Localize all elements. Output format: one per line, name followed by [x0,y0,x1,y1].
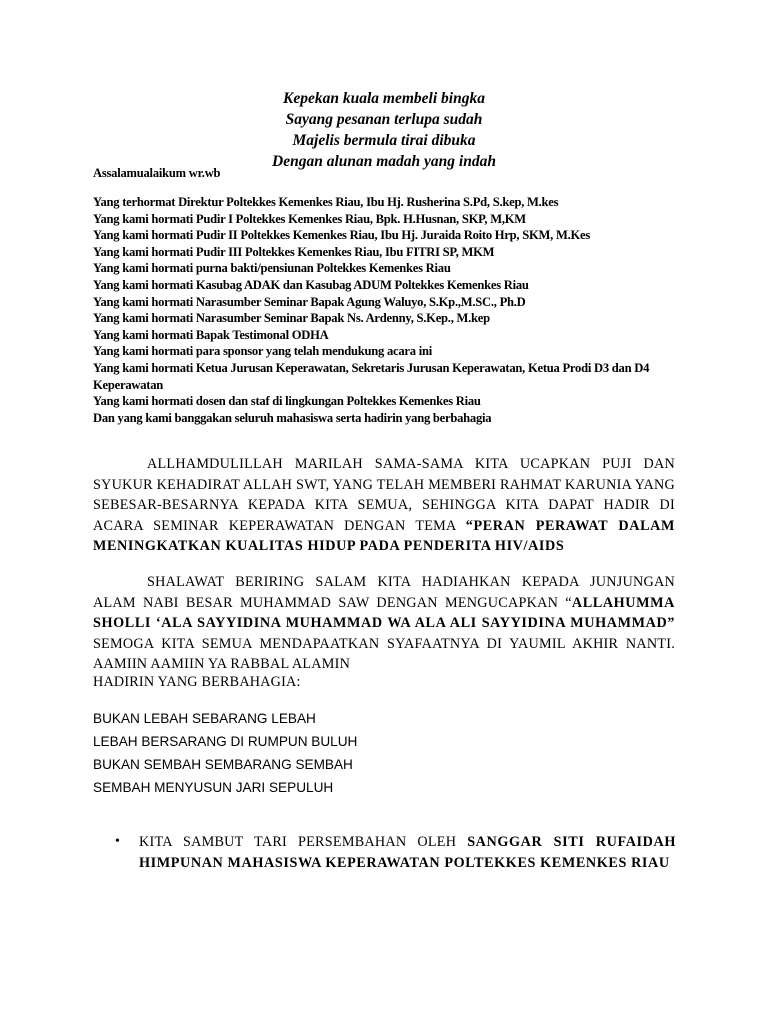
seminar-theme: “PERAN PERAWAT DALAM MENINGKATKAN KUALITAS HIDUP PADA PENDERITA HIV/AIDS [93,517,675,554]
poem-line: Majelis bermula tirai dibuka [292,132,476,149]
bullet-text: KITA SAMBUT TARI PERSEMBAHAN OLEH SANGGAR SITI RUFAIDAH HIMPUNAN MAHASISWA KEPERAWATAN POLTEKKES KEMENKES RIAU [139,834,676,871]
honorific-line: Yang kami hormati purna bakti/pensiunan Poltekkes Kemenkes Riau [93,261,451,276]
honorific-line: Yang kami hormati para sponsor yang telah mendukung acara ini [93,344,432,359]
honorific-line: Yang kami hormati Ketua Jurusan Keperawatan, Sekretaris Jurusan Keperawatan, Ketua Prodi D3 dan D4 Keperawatan [93,360,650,392]
honorific-line: Yang kami hormati Narasumber Seminar Bapak Ns. Ardenny, S.Kep., M.kep [93,311,490,326]
honorific-line: Dan yang kami banggakan seluruh mahasiswa serta hadirin yang berbahagia [93,410,492,425]
opening-paragraph [93,454,675,557]
greeting: Assalamualaikum wr.wb [93,166,221,180]
honorifics-list [93,194,683,426]
prayer-text: ALLAHUMMA SHOLLI ‘ALA SAYYIDINA MUHAMMAD WA ALA ALI SAYYIDINA MUHAMMAD” [93,594,675,631]
hadirin-heading: HADIRIN YANG BERBAHAGIA: [93,674,301,690]
paragraph-text: ALLHAMDULILLAH MARILAH SAMA-SAMA KITA UCAPKAN PUJI DAN SYUKUR KEHADIRAT ALLAH SWT, YANG TELAH MEMBERI RAHMAT KARUNIA YANG SEBESAR-BESARNYA KEPADA KITA SEMUA, SEHINGGA KITA DAPAT HADIR DI ACARA SEMINAR KEPERAWATAN DENGAN TEMA [93,456,675,534]
poem-line: Dengan alunan madah yang indah [272,153,496,170]
honorific-line: Yang kami hormati Narasumber Seminar Bapak Agung Waluyo, S.Kp.,M.SC., Ph.D [93,294,526,309]
pantun-line: SEMBAH MENYUSUN JARI SEPULUH [93,780,334,795]
pantun-line: LEBAH BERSARANG DI RUMPUN BULUH [93,734,358,749]
pantun-line: BUKAN LEBAH SEBARANG LEBAH [93,711,316,726]
honorific-line: Yang kami hormati Pudir II Poltekkes Kemenkes Riau, Ibu Hj. Juraida Roito Hrp, SKM, M.Kes [93,228,591,243]
shalawat-paragraph [93,572,675,675]
honorific-line: Yang kami hormati Pudir III Poltekkes Kemenkes Riau, Ibu FITRI SP, MKM [93,244,495,259]
honorific-line: Yang kami hormati Pudir I Poltekkes Kemenkes Riau, Bpk. H.Husnan, SKP, M,KM [93,211,526,226]
honorific-line: Yang kami hormati dosen dan staf di lingkungan Poltekkes Kemenkes Riau [93,394,481,409]
honorific-line: Yang kami hormati Kasubag ADAK dan Kasubag ADUM Poltekkes Kemenkes Riau [93,277,529,292]
pantun-line: BUKAN SEMBAH SEMBARANG SEMBAH [93,757,353,772]
honorific-line: Yang kami hormati Bapak Testimonal ODHA [93,327,329,342]
pantun-verse [93,707,357,799]
poem-line: Sayang pesanan terlupa sudah [285,111,483,128]
bullet-icon: • [115,834,120,849]
paragraph-text: SEMOGA KITA SEMUA MENDAPAATKAN SYAFAATNYA DI YAUMIL AKHIR NANTI. AAMIIN AAMIIN YA RABBAL ALAMIN [93,635,675,672]
poem-line: Kepekan kuala membeli bingka [283,90,485,107]
performer-name: SANGGAR SITI RUFAIDAH HIMPUNAN MAHASISWA KEPERAWATAN POLTEKKES KEMENKES RIAU [139,834,676,871]
paragraph-text: SHALAWAT BERIRING SALAM KITA HADIAHKAN KEPADA JUNJUNGAN ALAM NABI BESAR MUHAMMAD SAW DENGAN MENGUCAPKAN “ [93,574,675,611]
opening-poem [180,88,588,172]
honorific-line: Yang terhormat Direktur Poltekkes Kemenkes Riau, Ibu Hj. Rusherina S.Pd, S.kep, M.kes [93,195,559,209]
